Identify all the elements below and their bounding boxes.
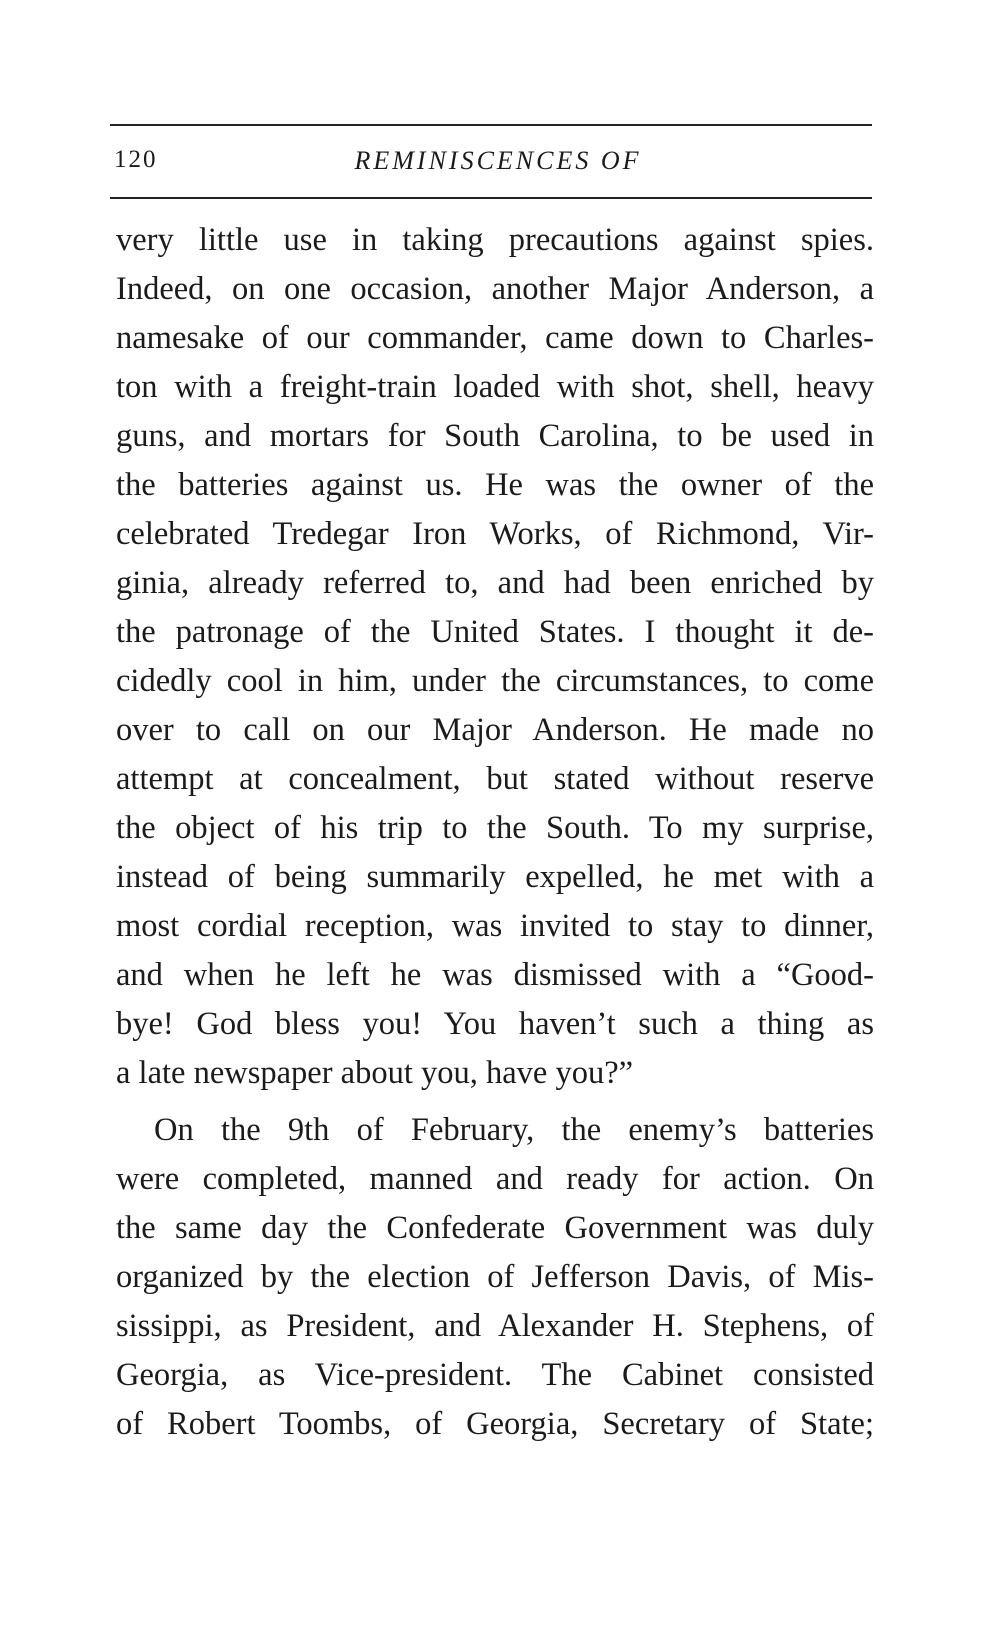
text-line: On the 9th of February, the enemy’s batteries (154, 1112, 874, 1148)
text-line: ton with a freight-train loaded with shot, shell, heavy (116, 369, 874, 405)
text-line: a late newspaper about you, have you?” (116, 1055, 634, 1091)
text-line: Georgia, as Vice-president. The Cabinet consisted (116, 1357, 874, 1393)
paragraph-gap (116, 1098, 874, 1106)
text-line: cidedly cool in him, under the circumstances, to come (116, 663, 874, 699)
text-line: the same day the Confederate Government was duly (116, 1210, 874, 1246)
text-line: organized by the election of Jefferson Davis, of Mis- (116, 1259, 874, 1295)
text-line: guns, and mortars for South Carolina, to be used in (116, 418, 874, 454)
text-line: sissippi, as President, and Alexander H. Stephens, of (116, 1308, 874, 1344)
running-head (110, 146, 872, 186)
header-rule-top (110, 124, 872, 126)
text-line: were completed, manned and ready for action. On (116, 1161, 874, 1197)
text-line: instead of being summarily expelled, he met with a (116, 859, 874, 895)
header-rule-bottom (110, 197, 872, 199)
text-line: over to call on our Major Anderson. He made no (116, 712, 874, 748)
text-line: attempt at concealment, but stated without reserve (116, 761, 874, 797)
text-line: ginia, already referred to, and had been enriched by (116, 565, 874, 601)
text-line: most cordial reception, was invited to stay to dinner, (116, 908, 874, 944)
text-line: very little use in taking precautions against spies. (116, 222, 874, 258)
page-number: 120 (114, 146, 158, 173)
text-line: the object of his trip to the South. To my surprise, (116, 810, 874, 846)
text-line: and when he left he was dismissed with a “Good- (116, 957, 874, 993)
paragraph-1 (116, 216, 874, 1098)
running-title: REMINISCENCES OF (354, 146, 642, 175)
text-line: the patronage of the United States. I thought it de- (116, 614, 874, 650)
body-text (116, 216, 874, 1449)
text-line: of Robert Toombs, of Georgia, Secretary of State; (116, 1406, 874, 1442)
text-line: celebrated Tredegar Iron Works, of Richmond, Vir- (116, 516, 874, 552)
text-line: namesake of our commander, came down to Charles- (116, 320, 874, 356)
text-line: Indeed, on one occasion, another Major Anderson, a (116, 271, 874, 307)
paragraph-2 (116, 1106, 874, 1449)
text-line: the batteries against us. He was the owner of the (116, 467, 874, 503)
text-line: bye! God bless you! You haven’t such a thing as (116, 1006, 874, 1042)
